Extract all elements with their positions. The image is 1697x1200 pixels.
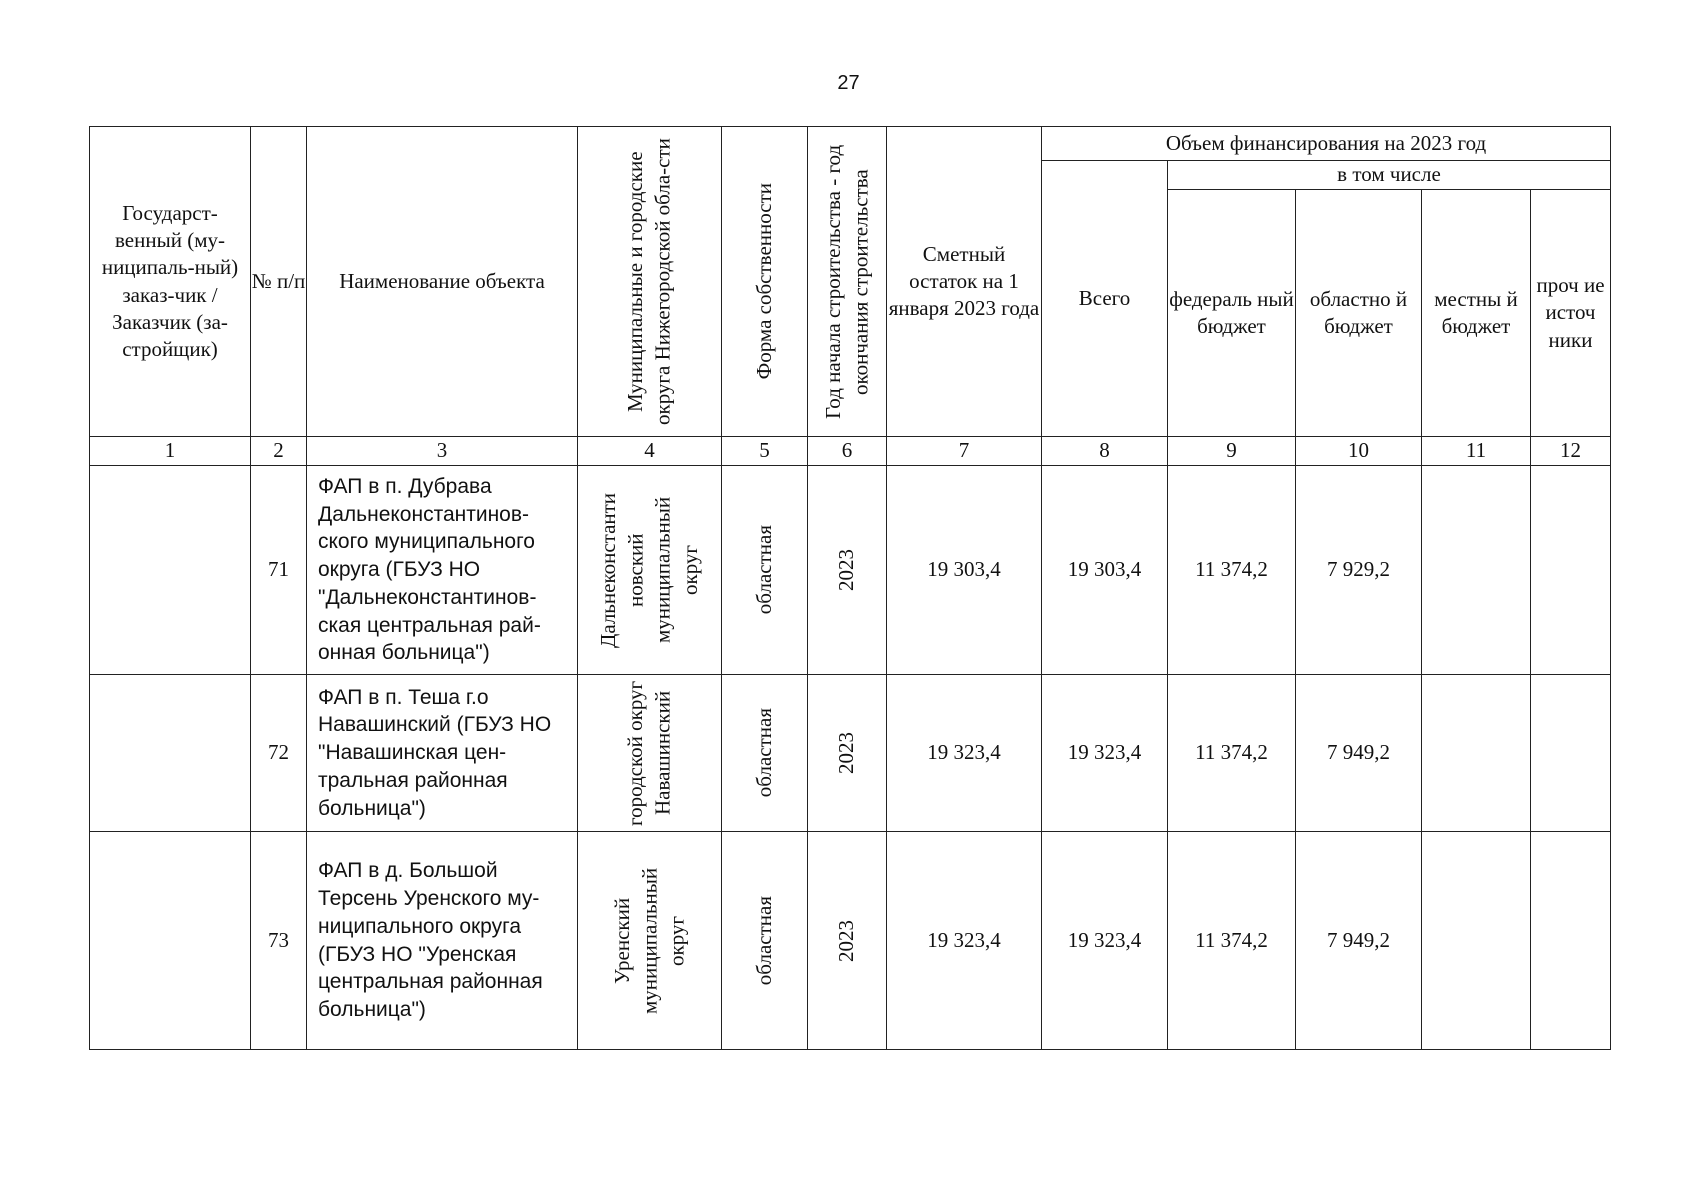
header-regional: областно й бюджет [1296, 190, 1422, 437]
col-number: 12 [1531, 437, 1611, 466]
row-municipality [578, 466, 722, 675]
header-other: проч ие источ ники [1531, 190, 1611, 437]
row-federal: 11 374,2 [1168, 832, 1296, 1050]
col-number: 11 [1422, 437, 1531, 466]
row-object-name: ФАП в д. Большой Терсень Уренского му-ниципального округа (ГБУЗ НО "Уренская центральная районная больница") [307, 832, 578, 1050]
row-object-name: ФАП в п. Теша г.о Навашинский (ГБУЗ НО "Навашинская цен-тральная районная больница") [307, 675, 578, 832]
row-customer [90, 466, 251, 675]
col-number: 3 [307, 437, 578, 466]
row-num: 71 [251, 466, 307, 675]
row-ownership-text: областная [751, 708, 776, 798]
row-total: 19 303,4 [1042, 466, 1168, 675]
row-ownership [722, 675, 808, 832]
page-number: 27 [837, 72, 860, 94]
header-municipality [578, 127, 722, 437]
table-row [90, 466, 1611, 675]
header-including: в том числе [1168, 161, 1611, 190]
header-total: Всего [1042, 161, 1168, 437]
col-number: 9 [1168, 437, 1296, 466]
header-federal: федераль ный бюджет [1168, 190, 1296, 437]
col-number: 8 [1042, 437, 1168, 466]
row-num: 72 [251, 675, 307, 832]
row-federal: 11 374,2 [1168, 466, 1296, 675]
row-municipality [578, 832, 722, 1050]
header-estimate: Сметный остаток на 1 января 2023 года [887, 127, 1042, 437]
row-ownership [722, 466, 808, 675]
row-other [1531, 832, 1611, 1050]
row-estimate: 19 323,4 [887, 832, 1042, 1050]
col-number: 10 [1296, 437, 1422, 466]
row-years [808, 832, 887, 1050]
column-numbers-row [90, 437, 1611, 466]
row-years [808, 466, 887, 675]
table-row [90, 675, 1611, 832]
row-other [1531, 675, 1611, 832]
row-local [1422, 466, 1531, 675]
col-number: 1 [90, 437, 251, 466]
row-municipality-text: городской округ Навашинский [623, 680, 675, 826]
row-total: 19 323,4 [1042, 832, 1168, 1050]
row-years-text: 2023 [834, 919, 859, 962]
row-estimate: 19 323,4 [887, 675, 1042, 832]
row-years-text: 2023 [834, 732, 859, 774]
row-customer [90, 832, 251, 1050]
row-ownership-text: областная [751, 525, 776, 615]
header-municipality-text: Муниципальные и городские округа Нижегородской обла-сти [623, 138, 675, 425]
header-local: местны й бюджет [1422, 190, 1531, 437]
row-num: 73 [251, 832, 307, 1050]
header-customer: Государст-венный (му-ниципаль-ный) заказ-чик / Заказчик (за-стройщик) [90, 127, 251, 437]
row-municipality-text: Уренский муниципальный округ [609, 867, 689, 1014]
row-customer [90, 675, 251, 832]
row-total: 19 323,4 [1042, 675, 1168, 832]
row-municipality-text: Дальнеконстанти новский муниципальный округ [595, 492, 702, 648]
row-municipality [578, 675, 722, 832]
col-number: 5 [722, 437, 808, 466]
row-other [1531, 466, 1611, 675]
table-row [90, 832, 1611, 1050]
row-object-name: ФАП в п. Дубрава Дальнеконстантинов-ского муниципального округа (ГБУЗ НО "Дальнеконстантинов-ская центральная рай-онная больница") [307, 466, 578, 675]
header-years [808, 127, 887, 437]
row-regional: 7 929,2 [1296, 466, 1422, 675]
row-years [808, 675, 887, 832]
row-regional: 7 949,2 [1296, 675, 1422, 832]
header-object-name: Наименование объекта [307, 127, 578, 437]
header-ownership [722, 127, 808, 437]
row-local [1422, 832, 1531, 1050]
row-federal: 11 374,2 [1168, 675, 1296, 832]
col-number: 2 [251, 437, 307, 466]
financing-table [89, 126, 1611, 1050]
row-ownership-text: областная [751, 895, 776, 986]
row-years-text: 2023 [834, 549, 859, 591]
header-funding-title: Объем финансирования на 2023 год [1042, 127, 1611, 161]
col-number: 6 [808, 437, 887, 466]
row-ownership [722, 832, 808, 1050]
header-years-text: Год начала строительства - год окончания строительства [820, 144, 872, 419]
header-ownership-text: Форма собственности [751, 183, 776, 380]
row-local [1422, 675, 1531, 832]
header-num: № п/п [251, 127, 307, 437]
row-estimate: 19 303,4 [887, 466, 1042, 675]
col-number: 4 [578, 437, 722, 466]
col-number: 7 [887, 437, 1042, 466]
row-regional: 7 949,2 [1296, 832, 1422, 1050]
